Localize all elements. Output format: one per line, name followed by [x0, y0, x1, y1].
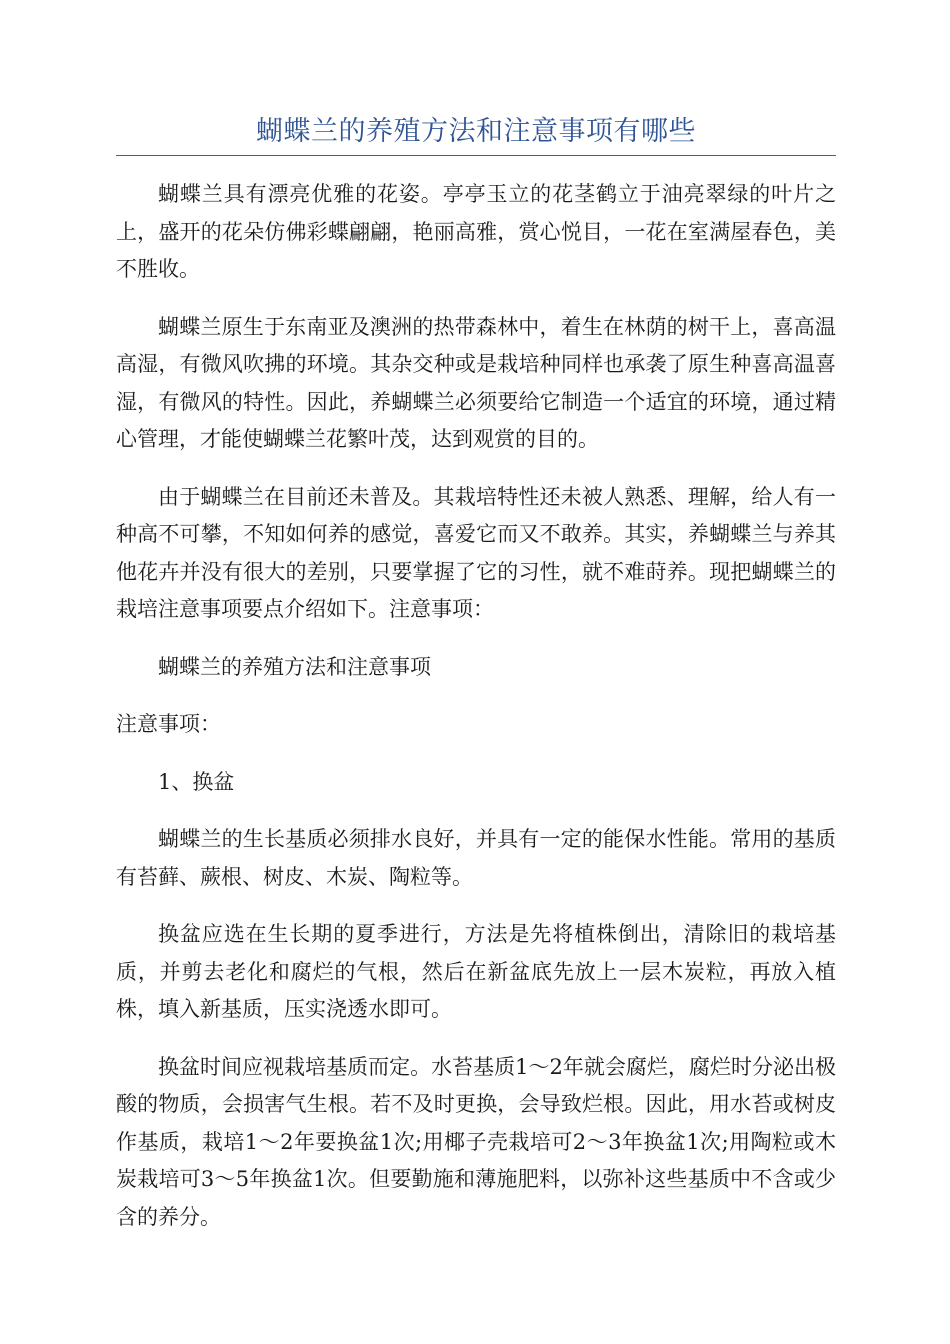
document-body — [116, 176, 836, 1256]
section-heading: 蝴蝶兰的养殖方法和注意事项 — [158, 654, 431, 679]
paragraph-popularity: 由于蝴蝶兰在目前还未普及。其栽培特性还未被人熟悉、理解，给人有一种高不可攀，不知如何养的感觉，喜爱它而又不敢养。其实，养蝴蝶兰与养其他花卉并没有很大的差别，只要掌握了它的习性，就不难莳养。现把蝴蝶兰的栽培注意事项要点介绍如下。注意事项： — [116, 484, 836, 621]
paragraph-origin: 蝴蝶兰原生于东南亚及澳洲的热带森林中，着生在林荫的树干上，喜高温高湿，有微风吹拂的环境。其杂交种或是栽培种同样也承袭了原生种喜高温喜湿，有微风的特性。因此，养蝴蝶兰必须要给它制造一个适宜的环境，通过精心管理，才能使蝴蝶兰花繁叶茂，达到观赏的目的。 — [116, 314, 836, 451]
paragraph-intro: 蝴蝶兰具有漂亮优雅的花姿。亭亭玉立的花茎鹤立于油亮翠绿的叶片之上，盛开的花朵仿佛彩蝶翩翩，艳丽高雅，赏心悦目，一花在室满屋春色，美不胜收。 — [116, 182, 836, 281]
paragraph-repotting-timing: 换盆时间应视栽培基质而定。水苔基质1～2年就会腐烂，腐烂时分泌出极酸的物质，会损害气生根。若不及时更换，会导致烂根。因此，用水苔或树皮作基质，栽培1～2年要换盆1次;用椰子壳栽培可2～3年换盆1次;用陶粒或木炭栽培可3～5年换盆1次。但要勤施和薄施肥料，以弥补这些基质中不含或少含的养分。 — [116, 1054, 836, 1229]
title-block — [116, 112, 836, 156]
notes-label: 注意事项： — [116, 712, 221, 736]
paragraph-substrate: 蝴蝶兰的生长基质必须排水良好，并具有一定的能保水性能。常用的基质有苔藓、蕨根、树皮、木炭、陶粒等。 — [116, 827, 836, 889]
item-heading-repotting: 1、换盆 — [158, 769, 235, 794]
paragraph-repotting-method: 换盆应选在生长期的夏季进行，方法是先将植株倒出，清除旧的栽培基质，并剪去老化和腐烂的气根，然后在新盆底先放上一层木炭粒，再放入植株，填入新基质，压实浇透水即可。 — [116, 922, 836, 1021]
page-title: 蝴蝶兰的养殖方法和注意事项有哪些 — [256, 116, 696, 147]
